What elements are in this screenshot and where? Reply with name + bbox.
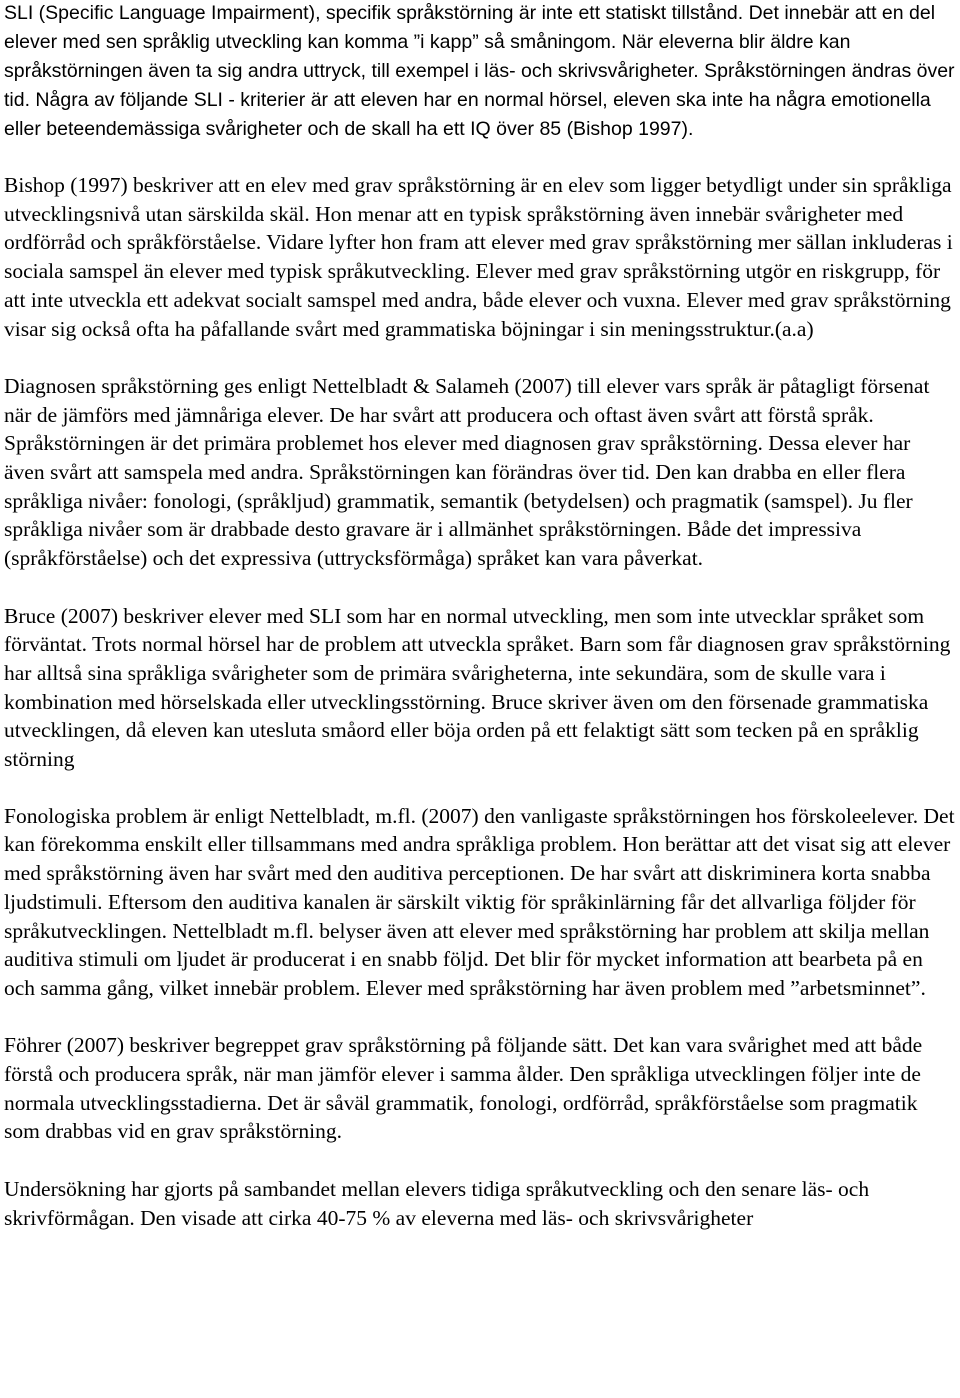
paragraph-fonologiska: Fonologiska problem är enligt Nettelbladt, m.fl. (2007) den vanligaste språkstörningen hos förskoleelever. Det kan förekomma enskilt eller tillsammans med andra språkliga problem. Hon berättar att det visat sig att elever med språkstörning även har svårt med den auditiva perceptionen. De har svårt att diskriminera korta snabba ljudstimuli. Eftersom den auditiva kanalen är särskilt viktig för språkinlärning får det allvarliga följder för språkutvecklingen. Nettelbladt m.fl. belyser även att elever med språkstörning har problem att skilja mellan auditiva stimuli om ljudet är producerat i en snabb följd. Det blir för mycket information att bearbeta på en och samma gång, vilket innebär problem. Elever med språkstörning har även problem med ”arbetsminnet”. [4,803,955,1000]
paragraph-gap [4,573,956,602]
paragraph-sli-intro: SLI (Specific Language Impairment), specifik språkstörning är inte ett statiskt tillstånd. Det innebär att en del elever med sen språklig utveckling kan komma ”i kapp” så småningom. När eleverna blir äldre kan språkstörningen även ta sig andra uttryck, till exempel i läs- och skrivsvårigheter. Språkstörningen ändras över tid. Några av följande SLI - kriterier är att eleven har en normal hörsel, eleven ska inte ha några emotionella eller beteendemässiga svårigheter och de skall ha ett IQ över 85 (Bishop 1997). [4,2,955,140]
paragraph-bishop: Bishop (1997) beskriver att en elev med grav språkstörning är en elev som ligger betydligt under sin språkliga utvecklingsnivå utan särskilda skäl. Hon menar att en typisk språkstörning även innebär svårigheter med ordförråd och språkförståelse. Vidare lyfter hon fram att elever med grav språkstörning mer sällan inkluderas i sociala samspel än elever med typisk språkutveckling. Elever med grav språkstörning utgör en riskgrupp, för att inte utveckla ett adekvat socialt samspel med andra, både elever och vuxna. Elever med grav språkstörning visar sig också ofta ha påfallande svårt med grammatiska böjningar i sin meningsstruktur.(a.a) [4,173,953,341]
paragraph-undersokning: Undersökning har gjorts på sambandet mellan elevers tidiga språkutveckling och den senare läs- och skrivförmågan. Den visade att cirka 40-75 % av eleverna med läs- och skrivsvårigheter [4,1176,870,1230]
paragraph-fohrer: Föhrer (2007) beskriver begreppet grav språkstörning på följande sätt. Det kan vara svårighet med att både förstå och producera språk, när man jämför elever i samma ålder. Den språkliga utvecklingen följer inte de normala utvecklingsstadierna. Det är såväl grammatik, fonologi, ordförråd, språkförståelse som pragmatik som drabbas vid en grav språkstörning. [4,1033,923,1144]
paragraph-diagnosen: Diagnosen språkstörning ges enligt Nettelbladt & Salameh (2007) till elever vars språk är påtagligt försenat när de jämförs med jämnåriga elever. De har svårt att producera och oftast även svårt att förstå språk. Språkstörningen är det primära problemet hos elever med diagnosen grav språkstörning. Dessa elever har även svårt att samspela med andra. Språkstörningen kan förändras över tid. Den kan drabba en eller flera språkliga nivåer: fonologi, (språkljud) grammatik, semantik (betydelsen) och pragmatik (samspel). Ju fler språkliga nivåer som är drabbade desto gravare är i allmänhet språkstörningen. Både det impressiva (språkförståelse) och det expressiva (uttrycksförmåga) språket kan vara påverkat. [4,373,930,571]
paragraph-gap [4,1003,956,1032]
document-page [4,0,956,1232]
paragraph-gap [4,774,956,802]
paragraph-gap [4,1146,956,1175]
paragraph-bruce: Bruce (2007) beskriver elever med SLI som har en normal utveckling, men som inte utvecklar språket som förväntat. Trots normal hörsel har de problem att utveckla språket. Barn som får diagnosen grav språkstörning har alltså sina språkliga svårigheter som de primära svårigheterna, inte sekundära, som de skulle vara i kombination med hörselskada eller utvecklingsstörning. Bruce skriver även om den försenade grammatiska utvecklingen, då eleven kan utesluta småord eller böja orden på ett felaktigt sätt som tecken på en språklig störning [4,603,951,772]
paragraph-gap [4,144,956,171]
paragraph-gap [4,343,956,372]
